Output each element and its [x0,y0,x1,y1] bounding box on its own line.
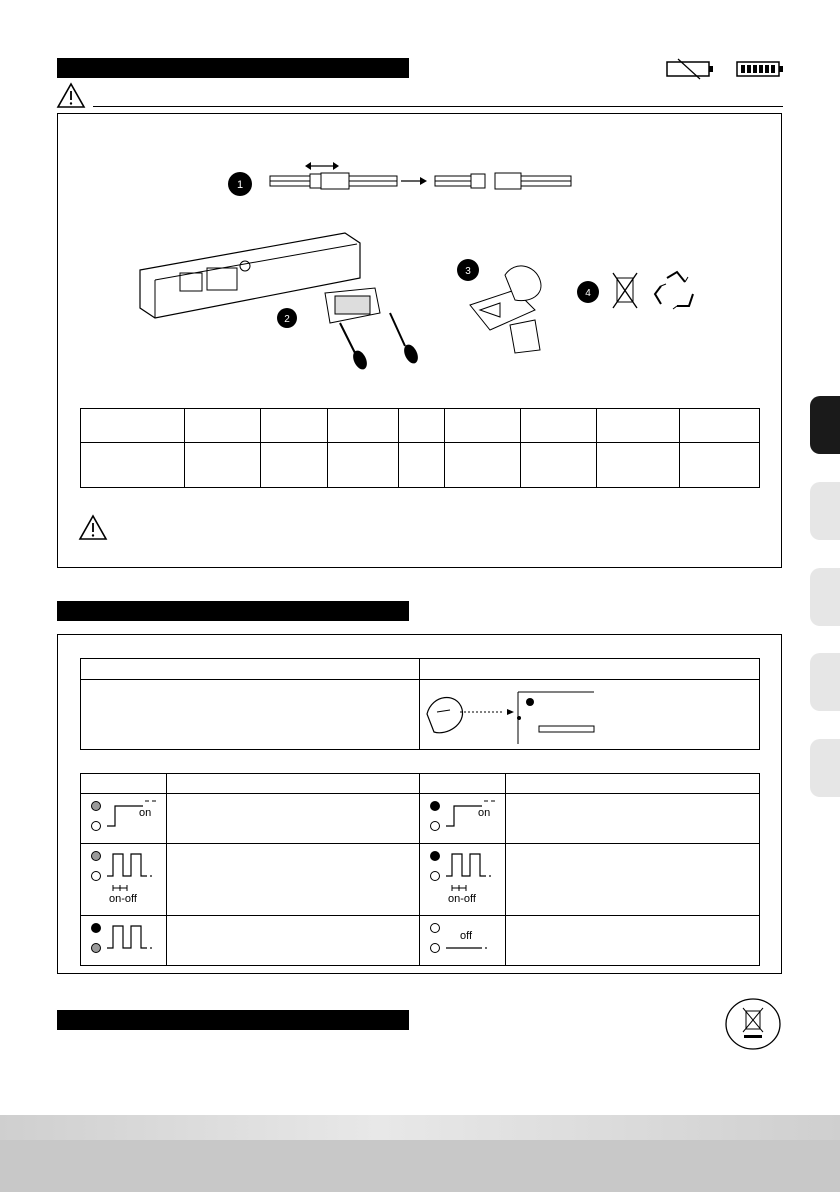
table-header-cell [399,409,445,443]
battery-empty-icon [666,58,716,80]
table-cell [506,916,760,966]
led-label: on-off [448,893,476,905]
led-steady-diagram [420,794,505,838]
table-header-cell [167,774,420,794]
language-tab[interactable] [810,739,840,797]
table-cell [81,443,185,488]
language-tab[interactable] [810,482,840,540]
table-cell [506,844,760,916]
led-state-cell [81,794,167,844]
table-header-cell [185,409,261,443]
led-reset-table [80,658,760,750]
led-state-cell [420,916,506,966]
table-cell [506,794,760,844]
led-state-cell [420,844,506,916]
table-cell [399,443,445,488]
table-cell [167,916,420,966]
led-label: off [460,930,473,942]
connector-diagram [225,158,575,208]
table-header-cell [521,409,597,443]
table-header-cell [81,659,420,680]
led-label: on [139,807,152,819]
led-alternating-diagram [81,916,166,960]
battery-removal-diagram [455,255,555,355]
disposal-symbols [575,268,705,318]
table-cell [81,680,420,750]
warning-icon [56,82,86,109]
battery-full-icon [736,58,786,80]
table-cell [328,443,399,488]
section-header-battery [57,58,409,78]
table-cell [167,844,420,916]
table-cell [167,794,420,844]
step-marker-3: 3 [465,266,471,277]
table-header-cell [328,409,399,443]
footer-band-shade [0,1140,840,1192]
led-label: on [478,807,491,819]
table-cell [597,443,680,488]
led-state-cell [81,916,167,966]
step-marker-4: 4 [585,288,591,299]
language-tab-active[interactable] [810,396,840,454]
section-header-disposal [57,1010,409,1030]
table-cell [185,443,261,488]
weee-bin-icon [724,997,782,1051]
battery-spec-table [80,408,760,488]
table-cell [445,443,521,488]
table-header-cell [261,409,328,443]
table-header-cell [680,409,760,443]
table-header-cell [445,409,521,443]
reset-illustration-cell [420,680,760,750]
language-tab[interactable] [810,653,840,711]
led-states-table [80,773,760,966]
table-header-cell [81,409,185,443]
step-marker-1: 1 [236,179,244,191]
warning-icon [78,514,108,541]
led-state-cell [81,844,167,916]
housing-diagram [135,228,435,373]
divider [93,106,783,107]
table-header-cell [420,774,506,794]
table-cell [680,443,760,488]
language-tab[interactable] [810,568,840,626]
table-header-cell [81,774,167,794]
step-marker-2: 2 [284,314,290,325]
led-state-cell [420,794,506,844]
table-header-cell [506,774,760,794]
table-header-cell [597,409,680,443]
table-cell [261,443,328,488]
table-cell [521,443,597,488]
led-label: on-off [109,893,137,905]
section-header-led [57,601,409,621]
table-header-cell [420,659,760,680]
led-steady-diagram [81,794,166,838]
reset-button-diagram [422,684,602,746]
